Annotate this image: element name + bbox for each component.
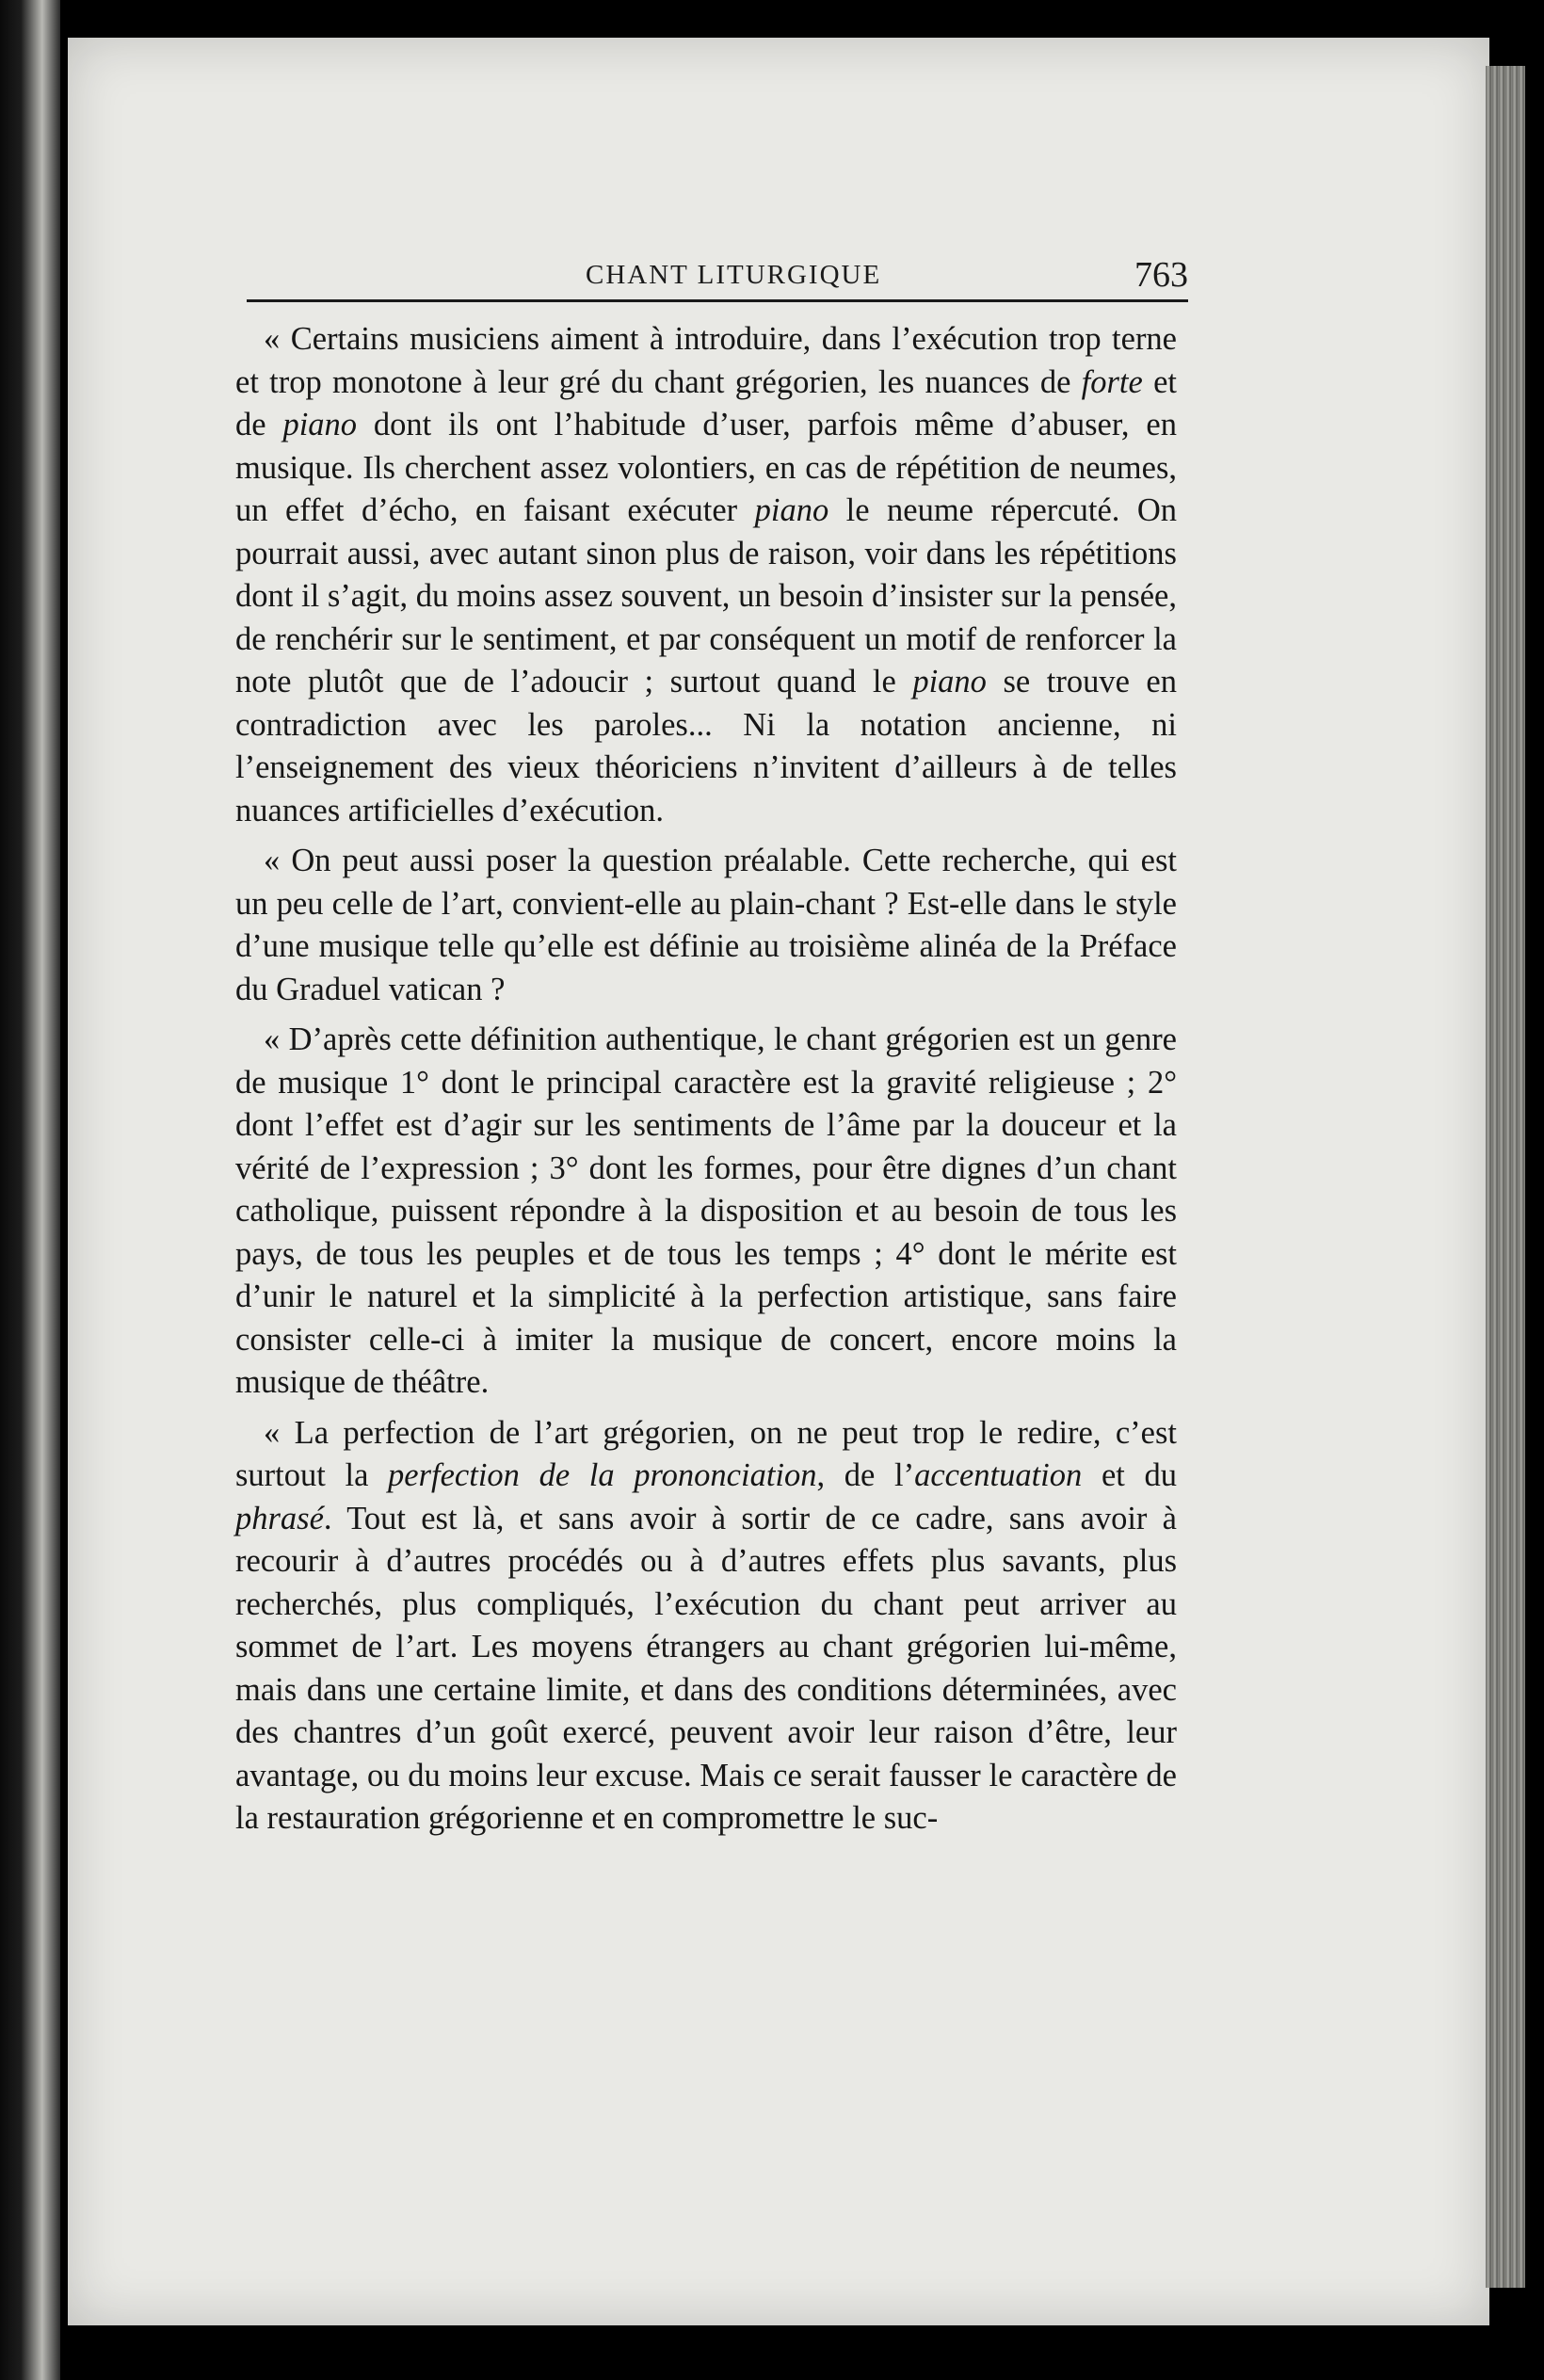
text-run: dont ils ont l’habitude d’user, parfois même d’abuser, en musique. Ils cherchent assez volontiers, en cas de répétition de neumes, un effet d’écho, en faisant exécuter bbox=[235, 407, 1177, 528]
paragraph bbox=[235, 1412, 1177, 1841]
text-run: , de l’ bbox=[816, 1457, 915, 1493]
header-rule bbox=[247, 299, 1188, 302]
running-header bbox=[247, 241, 1188, 298]
italic-run: perfection de la prononciation bbox=[388, 1457, 817, 1493]
body-text bbox=[235, 318, 1177, 1841]
italic-run: accentuation bbox=[914, 1457, 1083, 1493]
italic-run: piano bbox=[912, 664, 987, 700]
italic-run: forte bbox=[1081, 363, 1143, 400]
text-run: se trouve en contradiction avec les paroles... Ni la notation ancienne, ni l’enseignement des vieux théoriciens n’invitent d’ailleurs à de telles nuances artificielles d’exécution. bbox=[235, 664, 1177, 828]
adjacent-page-edge bbox=[0, 0, 60, 2380]
italic-run: piano bbox=[754, 492, 829, 528]
italic-run: phrasé bbox=[235, 1500, 324, 1536]
text-run: « Certains musiciens aiment à introduire, dans l’exécution trop terne et trop monotone à leur gré du chant grégorien, les nuances de bbox=[235, 321, 1177, 400]
text-run: le neume répercuté. On pourrait aussi, avec autant sinon plus de raison, voir dans les répétitions dont il s’agit, du moins assez souvent, un besoin d’insister sur la pensée, de renchérir sur le sentiment, et par conséquent un motif de renforcer la note plutôt que de l’adoucir ; surtout quand le bbox=[235, 492, 1177, 700]
page-stack-edge bbox=[1486, 66, 1525, 2288]
text-run: « D’après cette définition authentique, le chant grégorien est un genre de musique 1° dont le principal caractère est la gravité religieuse ; 2° dont l’effet est d’agir sur les sentiments de l’âme par la douceur et la vérité de l’expression ; 3° dont les formes, pour être dignes d’un chant catholique, puissent répondre à la disposition et au besoin de tous les pays, de tous les peuples et de tous les temps ; 4° dont le mérite est d’unir le naturel et la simplicité à la perfection artistique, sans faire consister celle-ci à imiter la musique de concert, encore moins la musique de théâtre. bbox=[235, 1021, 1177, 1400]
text-run: « La perfection de l’art grégorien, on ne peut trop le redire, c’est surtout la bbox=[235, 1414, 1177, 1493]
paragraph bbox=[235, 840, 1177, 1011]
paragraph bbox=[235, 318, 1177, 832]
page-number: 763 bbox=[1134, 255, 1188, 295]
text-run: . Tout est là, et sans avoir à sortir de ce cadre, sans avoir à recourir à d’autres procédés ou à d’autres effets plus savants, plus recherchés, plus compliqués, l’exécution du chant peut arriver au sommet de l’art. Les moyens étrangers au chant grégorien lui-même, mais dans une certaine limite, et dans des conditions déterminées, avec des chantres d’un goût exercé, peuvent avoir leur raison d’être, leur avantage, ou du moins leur excuse. Mais ce serait fausser le caractère de la restauration grégorienne et en compromettre le suc- bbox=[235, 1500, 1177, 1836]
italic-run: piano bbox=[282, 407, 358, 442]
text-run: « On peut aussi poser la question préalable. Cette recherche, qui est un peu celle de l’art, convient-elle au plain-chant ? Est-elle dans le style d’une musique telle qu’elle est définie au troisième alinéa de la Préface du Graduel vatican ? bbox=[235, 843, 1177, 1007]
running-title: CHANT LITURGIQUE bbox=[586, 260, 882, 290]
text-run: et du bbox=[1082, 1457, 1177, 1493]
text-run: et de bbox=[235, 363, 1177, 442]
paragraph bbox=[235, 1019, 1177, 1405]
